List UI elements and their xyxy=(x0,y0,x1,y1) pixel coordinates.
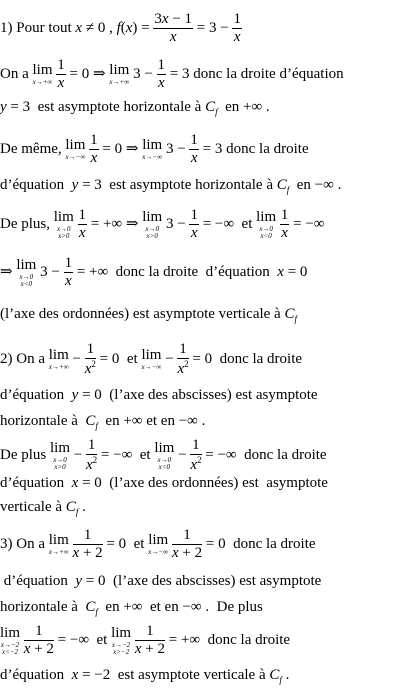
doc-line-4: De même, lim x→−∞ $\frac{1}{x}$ = 0 ⇒ lim x→−∞ 3 − $\frac{1}{x}$ = 3 donc la droite xyxy=(0,132,309,166)
doc-line-16: d’équation y = 0 (l’axe des abscisses) est asymptote xyxy=(0,573,322,589)
doc-line-8: (l’axe des ordonnées) est asymptote verticale à $C_f$ xyxy=(0,306,297,324)
doc-line-13: d’équation x = 0 (l’axe des ordonnées) est asymptote xyxy=(0,475,328,491)
doc-line-1: 1) Pour tout x ≠ 0 , f(x) = $\frac{3x - 1}{x}$ = 3 − $\frac{1}{x}$ xyxy=(0,11,241,45)
doc-line-18: lim x→−2 x<−2 $\frac{1}{x + 2}$ = −∞ et lim x→−2 x>−2 $\frac{1}{x + 2}$ = +∞ donc la droite xyxy=(0,623,291,657)
doc-line-10: d’équation y = 0 (l’axe des abscisses) est asymptote xyxy=(0,387,318,403)
doc-line-12: De plus lim x→0 x>0 − $\frac{1}{x^2}$ = −∞ et lim x→0 x<0 − $\frac{1}{x^2}$ = −∞ donc la droite xyxy=(0,437,327,473)
doc-line-2: On a lim x→+∞ $\frac{1}{x}$ = 0 ⇒ lim x→+∞ 3 − $\frac{1}{x}$ = 3 donc la droite d’équation xyxy=(0,57,344,91)
doc-line-19: d’équation x = −2 est asymptote verticale à $C_f$ . xyxy=(0,667,290,685)
doc-line-14: verticale à $C_f$ . xyxy=(0,499,86,517)
doc-line-3: y = 3 est asymptote horizontale à $C_f$ en +∞ . xyxy=(0,99,270,117)
doc-line-9: 2) On a lim x→+∞ − $\frac{1}{x^2}$ = 0 et lim x→−∞ − $\frac{1}{x^2}$ = 0 donc la droite xyxy=(0,341,303,377)
doc-line-11: horizontale à $C_f$ en +∞ et en −∞ . xyxy=(0,413,206,431)
doc-line-6: De plus, lim x→0 x>0 $\frac{1}{x}$ = +∞ ⇒ lim x→0 x>0 3 − $\frac{1}{x}$ = −∞ et lim x→0 x<0 $\frac{1}{x}$ = −∞ xyxy=(0,207,325,241)
doc-line-7: ⇒ lim x→0 x<0 3 − $\frac{1}{x}$ = +∞ donc la droite d’équation x = 0 xyxy=(0,255,308,289)
doc-line-5: d’équation y = 3 est asymptote horizontale à $C_f$ en −∞ . xyxy=(0,177,342,195)
doc-line-17: horizontale à $C_f$ en +∞ et en −∞ . De plus xyxy=(0,599,263,617)
doc-line-15: 3) On a lim x→+∞ $\frac{1}{x + 2}$ = 0 et lim x→−∞ $\frac{1}{x + 2}$ = 0 donc la droite xyxy=(0,527,316,561)
